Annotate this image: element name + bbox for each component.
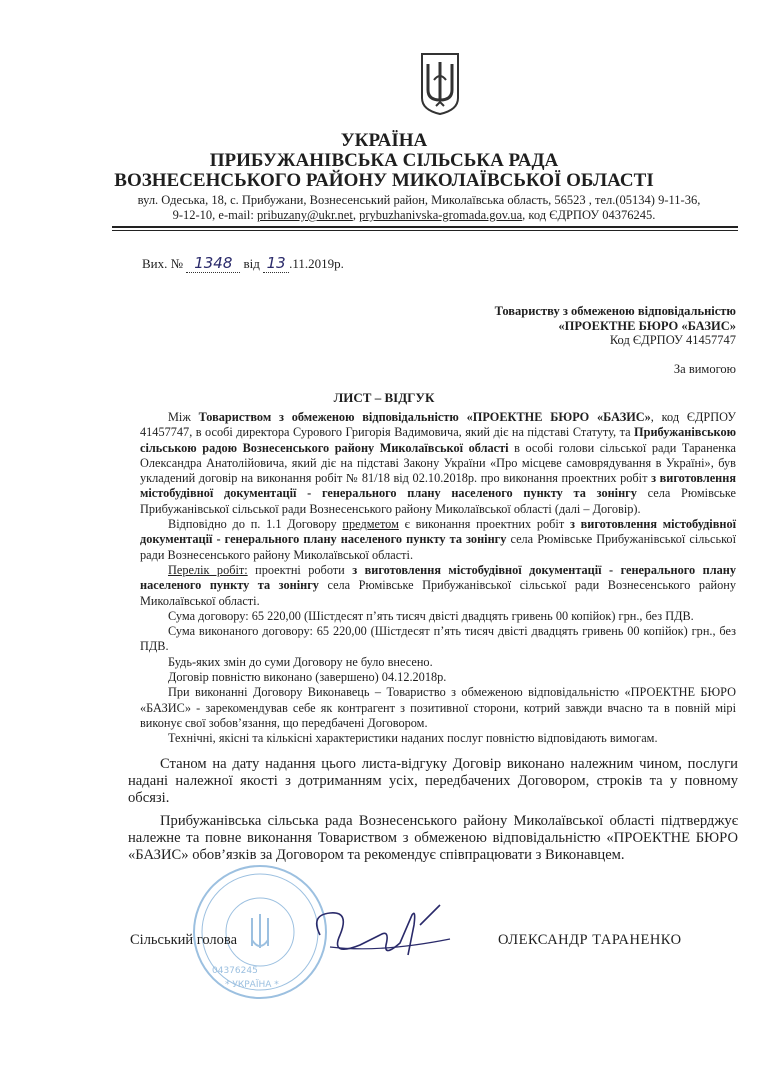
- paragraph-8: При виконанні Договору Виконавець – Товариство з обмеженою відповідальністю «ПРОЕКТНЕ БЮРО «БАЗИС» - зарекомендував себе як контрагент з позитивної сторони, котрий завжди вчасно та в повній мірі виконує свої зобов’язання, що передбачені Договором.: [140, 685, 736, 730]
- outgoing-day: 13: [263, 254, 289, 273]
- header-divider-thin: [112, 230, 738, 231]
- paragraph-5: Сума виконаного договору: 65 220,00 (Шістдесят п’ять тисяч двісті двадцять гривень 00 копійок) грн., без ПДВ.: [140, 624, 736, 654]
- recipient-line-2: «ПРОЕКТНЕ БЮРО «БАЗИС»: [558, 319, 736, 333]
- outgoing-number: 1348: [186, 254, 240, 273]
- email-link[interactable]: pribuzany@ukr.net: [256, 208, 353, 222]
- paragraph-1: [140, 410, 736, 517]
- p3-text-c: села Рюмівське Прибужанівської сільської ради Вознесенського району Миколаївської області.: [140, 578, 736, 608]
- p3-works-bold: з виготовлення містобудівної документації - генерального плану населеного пункту та зонінгу: [140, 562, 736, 593]
- signatory-name: ОЛЕКСАНДР ТАРАНЕНКО: [498, 932, 682, 948]
- p1-company-bold: Товариством з обмеженою відповідальністю «ПРОЕКТНЕ БЮРО «БАЗИС»: [198, 410, 651, 424]
- p2-text-d: села Рюмівське Прибужанівської сільської ради Вознесенського району Миколаївської області.: [140, 532, 736, 562]
- stamp-code: 04376245: [212, 966, 258, 976]
- paragraph-11: Прибужанівська сільська рада Вознесенського району Миколаївської області підтверджує належне та повне виконання Товариством з обмеженою відповідальністю «ПРОЕКТНЕ БЮРО «БАЗИС» обов’язків за Договором та рекомендує співпрацювати з Виконавцем.: [128, 813, 738, 863]
- p2-underlined: предметом: [342, 517, 399, 532]
- website-link[interactable]: prybuzhanivska-gromada.gov.ua: [359, 208, 523, 222]
- recipient-line-1: Товариству з обмеженою відповідальністю: [494, 304, 736, 318]
- paragraph-3: [140, 563, 736, 609]
- outgoing-date-suffix: .11.2019р.: [289, 256, 344, 271]
- paragraph-2: [140, 517, 736, 563]
- outgoing-number-line: [142, 254, 344, 273]
- header-country: УКРАЇНА: [340, 130, 428, 151]
- conclusion-block: [128, 756, 738, 864]
- handwritten-signature-icon: [300, 895, 460, 975]
- outgoing-date-label: від: [243, 256, 260, 271]
- p3-text-a: проектні роботи: [247, 562, 353, 577]
- signatory-position: Сільський голова: [130, 932, 238, 948]
- on-request-note: За вимогою: [673, 362, 736, 376]
- outgoing-prefix: Вих. №: [142, 256, 184, 271]
- header-council: ПРИБУЖАНІВСЬКА СІЛЬСЬКА РАДА: [209, 150, 559, 171]
- trident-emblem-icon: [418, 50, 462, 116]
- header-divider: [112, 226, 738, 228]
- recipient-code: Код ЄДРПОУ 41457747: [609, 333, 736, 347]
- p2-works-bold: з виготовлення містобудівної документації - генерального плану населеного пункту та зонінгу: [140, 517, 737, 547]
- paragraph-4: Сума договору: 65 220,00 (Шістдесят п’ять тисяч двісті двадцять гривень 00 копійок) грн., без ПДВ.: [168, 608, 694, 623]
- address-line-2-suffix: , код ЄДРПОУ 04376245.: [522, 208, 656, 222]
- paragraph-10: Станом на дату надання цього листа-відгуку Договір виконано належним чином, послуги надані належної якості з дотриманням усіх, передбачених Договором, строків та у повному обсязі.: [128, 756, 738, 806]
- p2-text-b: є виконання проектних робіт: [398, 517, 570, 532]
- address-line-1: вул. Одеська, 18, с. Прибужани, Вознесенський район, Миколаївська область, 56523 , тел.(05134) 9-11-36,: [137, 193, 701, 207]
- address-separator: ,: [352, 208, 360, 222]
- letter-title: ЛИСТ – ВІДГУК: [333, 390, 435, 405]
- paragraph-9: Технічні, якісні та кількісні характеристики наданих послуг повністю відповідають вимогам.: [168, 731, 658, 746]
- address-line-2-prefix: 9-12-10, e-mail:: [172, 208, 257, 222]
- p1-text-a: Між: [168, 410, 199, 424]
- address-line-2: [0, 208, 768, 223]
- paragraph-6: Будь-яких змін до суми Договору не було внесено.: [168, 654, 433, 669]
- stamp-country: * УКРАЇНА *: [225, 980, 279, 990]
- letter-body: [140, 410, 736, 747]
- p1-text-c: , код ЄДРПОУ 41457747, в особі директора Сурового Григорія Вадимовича, який діє на підставі Статуту, та: [140, 410, 736, 440]
- paragraph-7: Договір повністю виконано (завершено) 04.12.2018р.: [168, 670, 447, 685]
- p1-works-bold: з виготовлення містобудівної документації - генерального плану населеного пункту та зонінгу: [140, 471, 736, 501]
- p3-underlined: Перелік робіт:: [168, 562, 248, 577]
- p1-text-g: села Рюмівське Прибужанівської сільської ради Вознесенського району Миколаївської області (далі – Договір).: [140, 486, 737, 516]
- p1-council-bold: Прибужанівською сільською радою Вознесенського району Миколаївської області: [140, 425, 736, 455]
- header-district: ВОЗНЕСЕНСЬКОГО РАЙОНУ МИКОЛАЇВСЬКОЇ ОБЛАСТІ: [114, 170, 654, 191]
- p1-text-e: в особі голови сільської ради Тараненка Олександра Анатолійовича, який діє на підставі Закону України «Про місцеве самоврядування в Україні», був укладений договір на виконання робіт № 81/18 від 02.10.2018р. про виконання проектних робіт: [140, 440, 736, 486]
- p2-text-a: Відповідно до п. 1.1 Договору: [168, 517, 343, 532]
